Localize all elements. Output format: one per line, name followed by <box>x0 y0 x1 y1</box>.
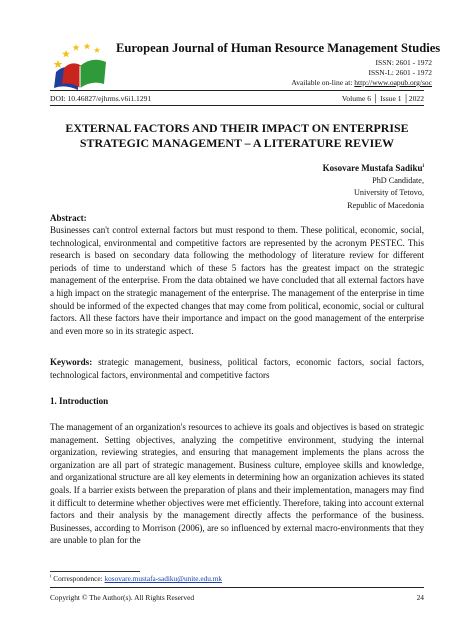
paper-title: EXTERNAL FACTORS AND THEIR IMPACT ON ENTERPRISE STRATEGIC MANAGEMENT – A LITERATURE REVIEW <box>65 121 409 150</box>
footer-rule <box>50 587 424 588</box>
author-name: Kosovare Mustafa Sadiku$^i$ <box>322 163 424 173</box>
author-role: PhD Candidate, <box>372 175 424 185</box>
issn: ISSN: 2601 - 1972 <box>375 58 432 67</box>
abstract-text: Businesses can't control external factors but must respond to them. These political, economic, social, technological, environmental and competitive factors are represented by the acronym PESTEC. This research is based on secondary data following the methodology of literature review for different periods of time to understand which of these 5 factors has the greatest impact on the strategic management of the enterprise. From the data obtained we have concluded that all external factors have a high impact on the strategic management of the enterprise. The management of the enterprise in time should be informed of the expected changes that may come from political, economic, social or cultural factors. All these factors have their importance and impact on the good management of the enterprise and even more so in its strategic aspect. <box>50 225 424 336</box>
section-heading-introduction: 1. Introduction <box>50 396 109 406</box>
copyright: Copyright © The Author(s). All Rights Reserved <box>50 593 195 602</box>
doi: DOI: 10.46827/ejhrms.v6i1.1291 <box>50 94 152 103</box>
introduction-text: The management of an organization's resources to achieve its goals and objectives is based on strategic management. Setting objectives, analyzing the competitive environment, studying the internal organization, reviewing strategies, and ensuring that management implements the plans across the organization are all part of strategic management. Business culture, employee skills and knowledge, and organizational structure are all key elements in determining how an organization achieves its stated goals. If a barrier exists between the preparation of plans and their implementation, managers may find it difficult to determine whether objectives were met efficiently. Therefore, taking into account external factors and their analysis by the management directly affects the performance of the business. Businesses, according to Morrison (2006), are so influenced by external macro-environments that they are unable to plan for the <box>50 422 424 546</box>
keywords-label: Keywords: <box>50 357 93 367</box>
footnote-label: Correspondence: <box>53 574 105 583</box>
footnote-rule <box>50 571 140 572</box>
issn-l: ISSN-L: 2601 - 1972 <box>368 68 432 77</box>
footnote-marker: i <box>50 574 52 580</box>
author-affiliation: University of Tetovo, <box>354 188 424 198</box>
journal-url-link[interactable]: http://www.oapub.org/soc <box>354 78 432 87</box>
volume-issue: Volume 6 │ Issue 1 │2022 <box>341 94 424 103</box>
keywords <box>50 356 424 381</box>
author-country: Republic of Macedonia <box>347 200 424 210</box>
journal-title: European Journal of Human Resource Management Studies <box>116 41 441 55</box>
availability-label: Available on-line at: <box>291 78 355 87</box>
correspondence-email-link[interactable]: kosovare.mustafa-sadiku@unite.edu.mk <box>104 574 223 583</box>
abstract-heading: Abstract: <box>50 213 87 223</box>
page-number: 24 <box>416 593 424 602</box>
keywords-list: strategic management, business, political factors, economic factors, social factors, technological factors, environmental and competitive factors <box>50 357 424 380</box>
header-rule <box>50 90 424 91</box>
meta-rule <box>50 105 424 106</box>
author-footnote-marker: i <box>422 163 424 169</box>
journal-logo-icon <box>50 38 110 92</box>
availability-line <box>291 78 432 87</box>
footnote <box>50 574 222 583</box>
author-block <box>323 160 424 212</box>
